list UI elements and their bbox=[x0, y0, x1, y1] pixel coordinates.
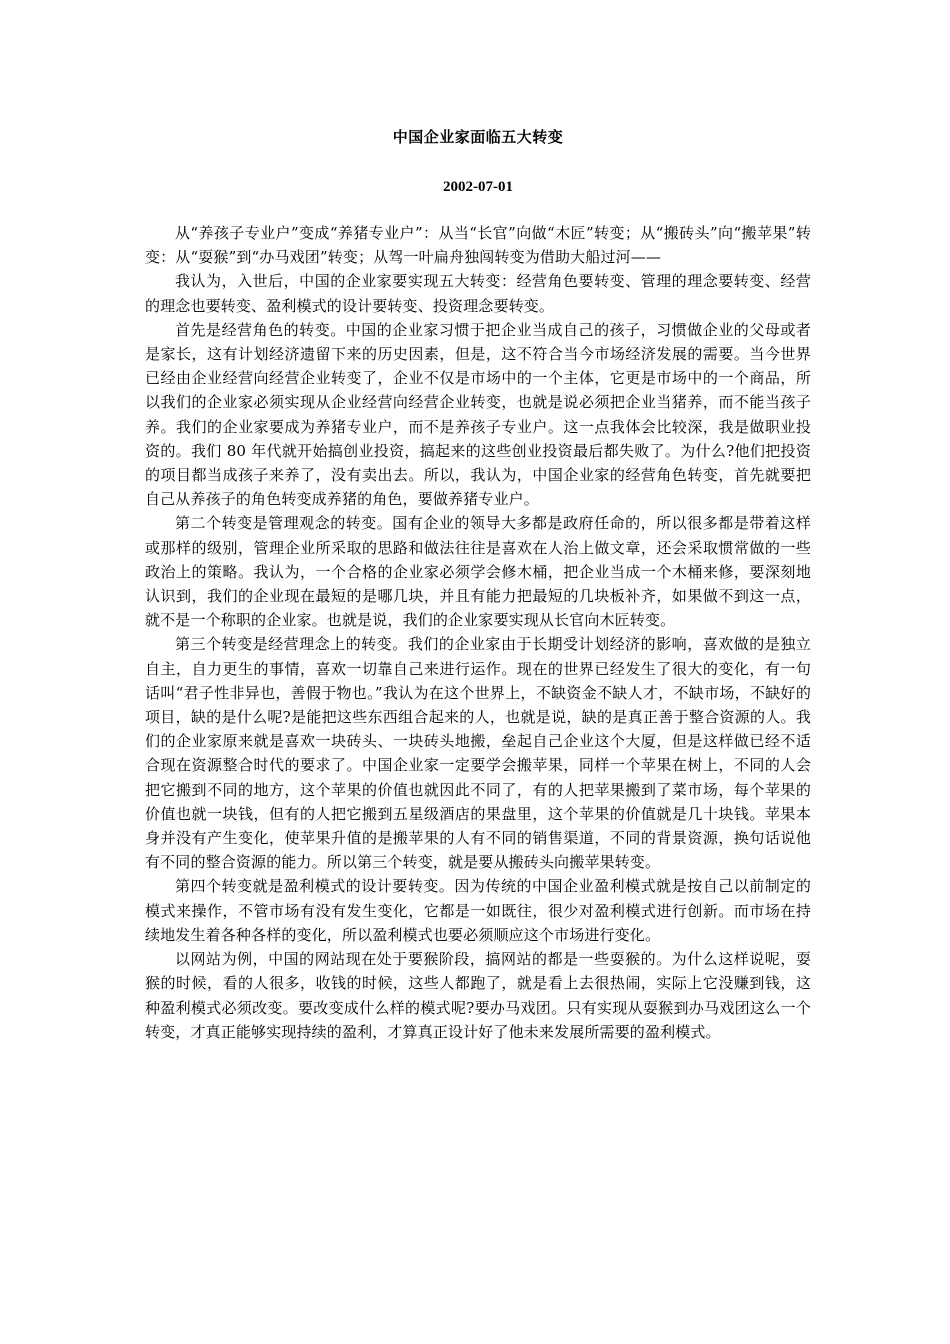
paragraph-first-change: 首先是经营角色的转变。中国的企业家习惯于把企业当成自己的孩子，习惯做企业的父母或者是家长，这有计划经济遗留下来的历史因素，但是，这不符合当今市场经济发展的需要。当今世界已经由企业经营向经营企业转变了，企业不仅是市场中的一个主体，它更是市场中的一个商品，所以我们的企业家必须实现从企业经营向经营企业转变，也就是说必须把企业当猪养，而不能当孩子养。我们的企业家要成为养猪专业户，而不是养孩子专业户。这一点我体会比较深，我是做职业投资的。我们 80 年代就开始搞创业投资，搞起来的这些创业投资最后都失败了。为什么?他们把投资的项目都当成孩子来养了，没有卖出去。所以，我认为，中国企业家的经营角色转变，首先就要把自己从养孩子的角色转变成养猪的角色，要做养猪专业户。 bbox=[145, 320, 811, 509]
paragraph-fourth-change: 第四个转变就是盈利模式的设计要转变。因为传统的中国企业盈利模式就是按自己以前制定的模式来操作，不管市场有没有发生变化，它都是一如既往，很少对盈利模式进行创新。而市场在持续地发生着各种各样的变化，所以盈利模式也要必须顺应这个市场进行变化。 bbox=[145, 877, 811, 944]
paragraph-five-changes: 我认为，入世后，中国的企业家要实现五大转变：经营角色要转变、管理的理念要转变、经营的理念也要转变、盈利模式的设计要转变、投资理念要转变。 bbox=[145, 272, 811, 315]
paragraph-intro: 从“养孩子专业户”变成“养猪专业户”：从当“长官”向做“木匠”转变；从“搬砖头”向“搬苹果”转变：从“耍猴”到“办马戏团”转变；从驾一叶扁舟独闯转变为借助大船过河—— bbox=[145, 224, 811, 267]
paragraph-website-example: 以网站为例，中国的网站现在处于要猴阶段，搞网站的都是一些耍猴的。为什么这样说呢，耍猴的时候，看的人很多，收钱的时候，这些人都跑了，就是看上去很热闹，实际上它没赚到钱，这种盈利模式必须改变。要改变成什么样的模式呢?要办马戏团。只有实现从耍猴到办马戏团这么一个转变，才真正能够实现持续的盈利，才算真正设计好了他未来发展所需要的盈利模式。 bbox=[145, 950, 811, 1041]
document-title: 中国企业家面临五大转变 bbox=[392, 128, 564, 146]
paragraph-third-change: 第三个转变是经营理念上的转变。我们的企业家由于长期受计划经济的影响，喜欢做的是独立自主，自力更生的事情，喜欢一切靠自己来进行运作。现在的世界已经发生了很大的变化，有一句话叫“君子性非异也，善假于物也。”我认为在这个世界上，不缺资金不缺人才，不缺市场，不缺好的项目，缺的是什么呢?是能把这些东西组合起来的人，也就是说，缺的是真正善于整合资源的人。我们的企业家原来就是喜欢一块砖头、一块砖头地搬，垒起自己企业这个大厦，但是这样做已经不适合现在资源整合时代的要求了。中国企业家一定要学会搬苹果，同样一个苹果在树上，不同的人会把它搬到不同的地方，这个苹果的价值也就因此不同了，有的人把苹果搬到了菜市场，每个苹果的价值也就一块钱，但有的人把它搬到五星级酒店的果盘里，这个苹果的价值就是几十块钱。苹果本身并没有产生变化，使苹果升值的是搬苹果的人有不同的销售渠道，不同的背景资源，换句话说他有不同的整合资源的能力。所以第三个转变，就是要从搬砖头向搬苹果转变。 bbox=[145, 635, 811, 872]
document-date: 2002-07-01 bbox=[443, 179, 513, 195]
paragraph-second-change: 第二个转变是管理观念的转变。国有企业的领导大多都是政府任命的，所以很多都是带着这样或那样的级别，管理企业所采取的思路和做法往往是喜欢在人治上做文章，还会采取惯常做的一些政治上的策略。我认为，一个合格的企业家必须学会修木桶，把企业当成一个木桶来修，要深刻地认识到，我们的企业现在最短的是哪几块，并且有能力把最短的几块板补齐，如果做不到这一点，就不是一个称职的企业家。也就是说，我们的企业家要实现从长官向木匠转变。 bbox=[145, 514, 811, 630]
document-page bbox=[145, 126, 811, 1044]
